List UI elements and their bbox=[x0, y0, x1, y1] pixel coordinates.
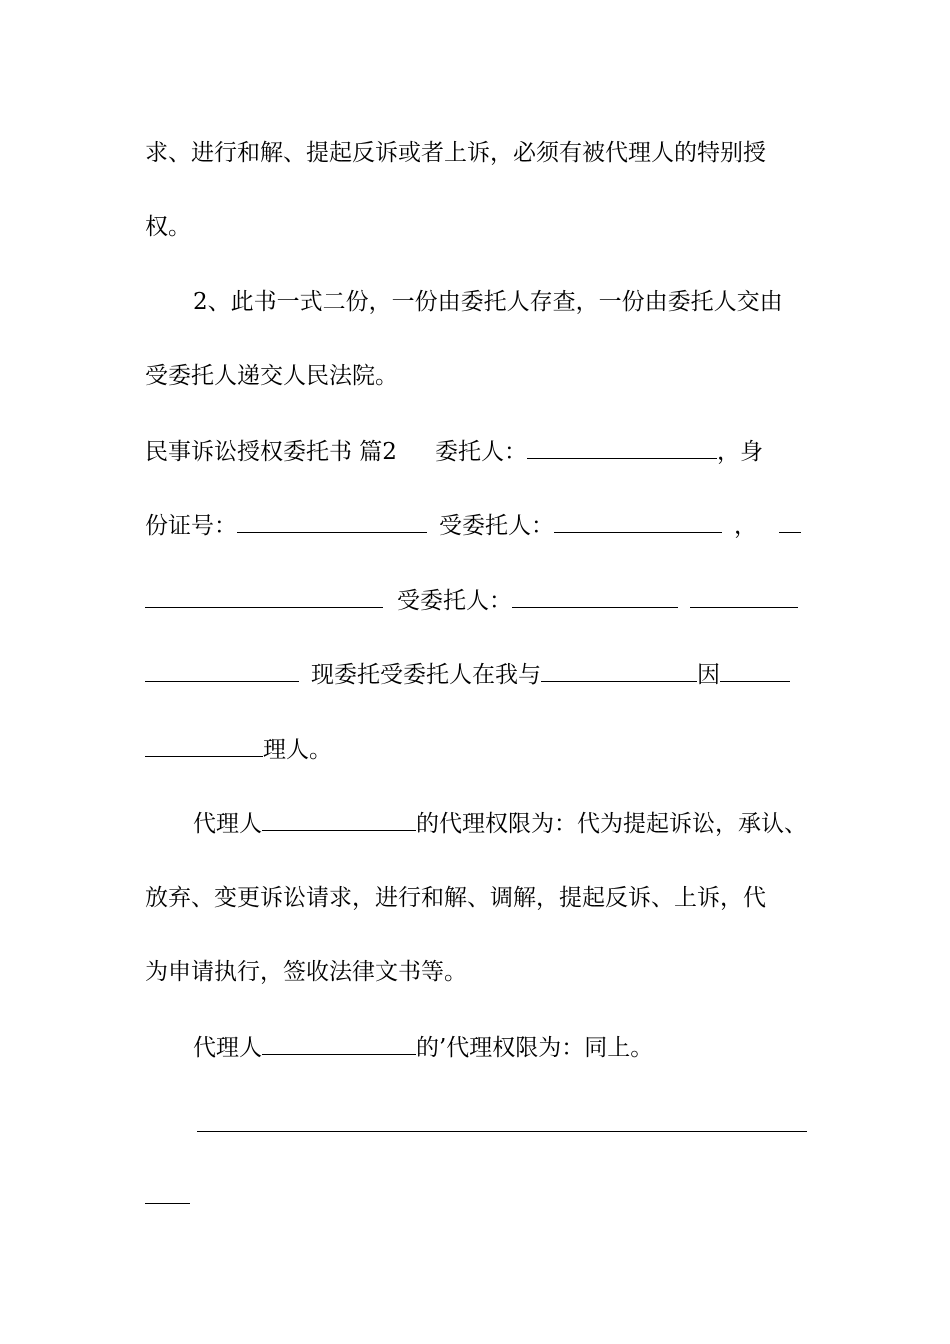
id-number-blank[interactable] bbox=[237, 510, 427, 533]
paragraph-line-3: 2、此书一式二份，一份由委托人存查，一份由委托人交由 bbox=[193, 289, 783, 315]
opposing-party-blank[interactable] bbox=[541, 659, 697, 682]
cause-label: 因 bbox=[697, 662, 720, 688]
cause-blank[interactable] bbox=[720, 659, 790, 682]
second-agent-name-blank[interactable] bbox=[512, 585, 678, 608]
id-line bbox=[145, 510, 825, 541]
paragraph-line-2: 权。 bbox=[145, 214, 191, 240]
id-label-start: ，身 bbox=[716, 439, 763, 465]
second-agent-label: 受委托人： bbox=[397, 588, 512, 614]
authority-line-4 bbox=[193, 1032, 873, 1063]
agent-1-name-blank[interactable] bbox=[262, 808, 416, 831]
agent-label-1: 代理人 bbox=[193, 811, 262, 837]
authority-line-3: 为申请执行，签收法律文书等。 bbox=[145, 959, 467, 985]
authority-text-1: 的代理权限为：代为提起诉讼，承认、 bbox=[416, 811, 807, 837]
agent-detail-blank[interactable] bbox=[145, 585, 383, 608]
paragraph-line-1: 求、进行和解、提起反诉或者上诉，必须有被代理人的特别授 bbox=[145, 140, 766, 166]
second-agent-extra-blank[interactable] bbox=[690, 585, 798, 608]
agent-2-name-blank[interactable] bbox=[262, 1032, 416, 1055]
agent-extra-blank[interactable] bbox=[779, 510, 801, 533]
section-title: 民事诉讼授权委托书 篇2 bbox=[145, 439, 397, 465]
agent-comma: ， bbox=[734, 513, 757, 539]
authority-line-1 bbox=[193, 808, 873, 839]
authority-text-2: 的’代理权限为：同上。 bbox=[416, 1035, 654, 1061]
second-agent-detail-blank[interactable] bbox=[145, 659, 299, 682]
case-text: 现委托受委托人在我与 bbox=[311, 662, 541, 688]
principal-name-blank[interactable] bbox=[527, 436, 717, 459]
cause-continued-blank[interactable] bbox=[145, 734, 263, 757]
signature-short-blank[interactable] bbox=[145, 1203, 190, 1204]
agent-label: 受委托人： bbox=[439, 513, 554, 539]
section-title-line bbox=[145, 436, 825, 467]
agent-closing-text: 理人。 bbox=[263, 737, 332, 763]
id-label-end: 份证号： bbox=[145, 513, 237, 539]
signature-long-blank[interactable] bbox=[197, 1131, 807, 1132]
agent-name-blank[interactable] bbox=[554, 510, 722, 533]
paragraph-line-4: 受委托人递交人民法院。 bbox=[145, 363, 398, 389]
authority-line-2: 放弃、变更诉讼请求，进行和解、调解，提起反诉、上诉，代 bbox=[145, 885, 766, 911]
agent-closing-line bbox=[145, 734, 825, 765]
agent-label-2: 代理人 bbox=[193, 1035, 262, 1061]
principal-label: 委托人： bbox=[434, 439, 527, 465]
case-line bbox=[145, 659, 825, 690]
second-agent-line bbox=[145, 585, 825, 616]
